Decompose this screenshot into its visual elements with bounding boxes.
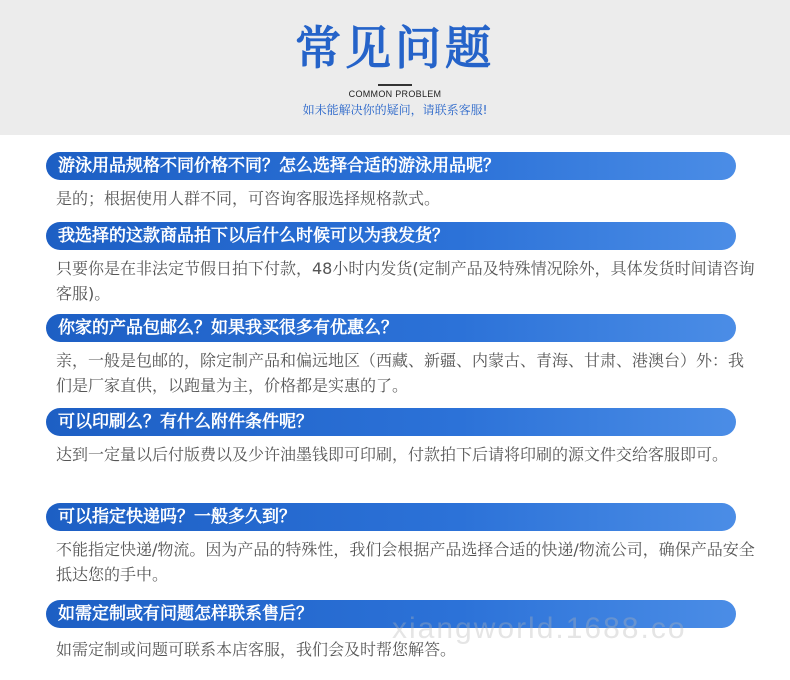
page-title: 常见问题 [295, 21, 495, 75]
title-underline [378, 84, 412, 86]
question-text: 你家的产品包邮么？如果我买很多有优惠么？ [58, 318, 398, 338]
question-text: 如需定制或有问题怎样联系售后？ [58, 604, 313, 624]
question-text: 我选择的这款商品拍下以后什么时候可以为我发货？ [58, 226, 449, 246]
question-text: 可以指定快递吗？一般多久到？ [58, 507, 296, 527]
question-bar [46, 314, 736, 342]
question-bar [46, 408, 736, 436]
answer-text: 不能指定快递/物流。因为产品的特殊性，我们会根据产品选择合适的快递/物流公司，确保产品安全抵达您的手中。 [56, 540, 755, 584]
answer-text: 如需定制或问题可联系本店客服，我们会及时帮您解答。 [56, 640, 457, 659]
question-bar [46, 503, 736, 531]
watermark: xiangworld.1688.co [392, 612, 687, 645]
question-text: 可以印刷么？有什么附件条件呢？ [58, 412, 313, 432]
answer-text: 达到一定量以后付版费以及少许油墨钱即可印刷，付款拍下后请将印刷的源文件交给客服即可。 [56, 445, 729, 464]
question-bar [46, 222, 736, 250]
answer-text: 亲，一般是包邮的，除定制产品和偏远地区（西藏、新疆、内蒙古、青海、甘肃、港澳台）外：我们是厂家直供，以跑量为主，价格都是实惠的了。 [56, 351, 745, 395]
answer-text: 是的；根据使用人群不同，可咨询客服选择规格款式。 [56, 189, 441, 208]
question-bar [46, 152, 736, 180]
subtitle-cn: 如未能解决你的疑问，请联系客服! [302, 103, 488, 117]
subtitle-en: COMMON PROBLEM [348, 89, 442, 99]
question-text: 游泳用品规格不同价格不同？怎么选择合适的游泳用品呢？ [58, 156, 500, 176]
answer-text: 只要你是在非法定节假日拍下付款，48小时内发货(定制产品及特殊情况除外，具体发货时间请咨询客服)。 [56, 259, 755, 303]
